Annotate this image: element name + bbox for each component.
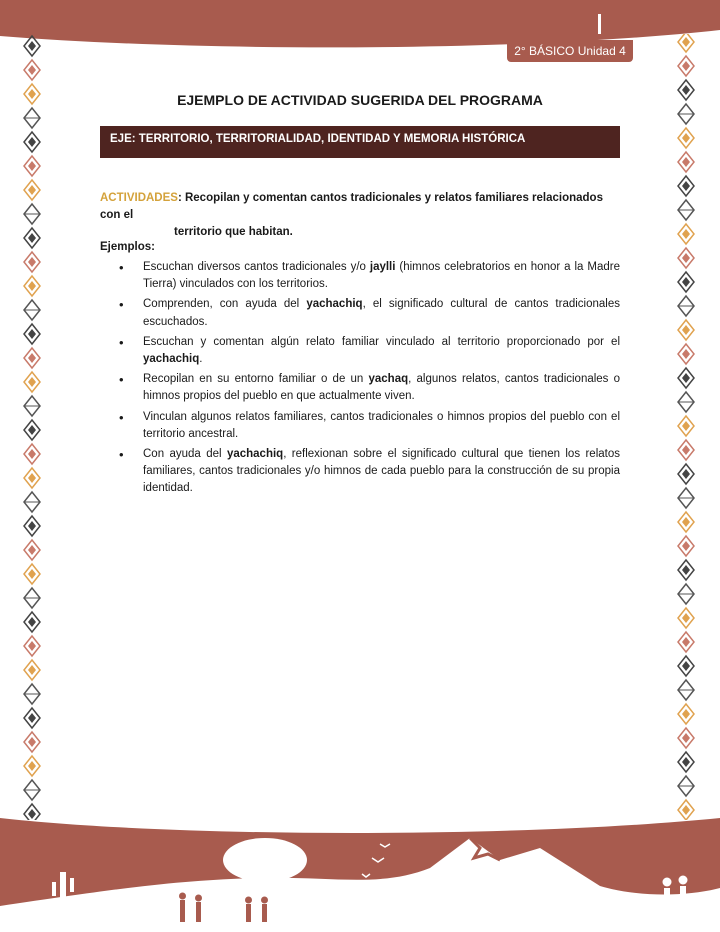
list-item [100,446,620,498]
list-item [100,334,620,368]
item-term: yachachiq [143,353,200,366]
item-text: , el significado cultural de cantos tradicionales escuchados. [143,298,620,328]
eje-bar: EJE: TERRITORIO, TERRITORIALIDAD, IDENTIDAD Y MEMORIA HISTÓRICA [100,126,620,158]
item-term: jaylli [369,261,396,273]
landscape-illustration [0,818,720,932]
list-item [100,259,620,293]
right-decorative-border [676,34,696,820]
item-text: Comprenden, con ayuda del [143,298,307,311]
item-text: . [199,353,203,366]
item-text: Con ayuda del [143,448,227,461]
activities-label: ACTIVIDADES [100,192,178,204]
item-text: Escuchan y comentan algún relato familiar vinculado al territorio proporcionado por el [143,335,620,348]
item-text: (himnos celebratorios en honor a la Madre Tierra) vinculados con los territorios. [143,261,620,291]
activities-block [100,190,620,241]
examples-label: Ejemplos: [100,241,155,253]
list-item [100,409,620,443]
activities-text-line1: Recopilan y comentan cantos tradicionales y relatos familiares relacionados con el [100,192,603,221]
item-text: Escuchan diversos cantos tradicionales y/o [143,261,370,273]
item-text: Vinculan algunos relatos familiares, cantos tradicionales o himnos propios del pueblo con el territorio ancestral. [143,410,620,440]
item-term: yachaq [368,373,409,386]
list-item [100,371,620,405]
item-text: , reflexionan sobre el significado cultural que tienen los relatos familiares, cantos tradicionales y/o himnos de cada pueblo para la construcción de su propia identidad. [143,448,620,495]
header-tick [598,14,601,34]
left-decorative-border [22,34,42,820]
examples-list [100,259,620,501]
activities-colon: : [177,192,185,204]
item-term: yachachiq [306,298,363,311]
item-text: Recopilan en su entorno familiar o de un [143,373,369,386]
grade-badge: 2° BÁSICO Unidad 4 [507,40,633,62]
item-text: , algunos relatos, cantos tradicionales o himnos propios del pueblo en que actualmente viven. [143,373,621,403]
list-item [100,296,620,330]
page-title: EJEMPLO DE ACTIVIDAD SUGERIDA DEL PROGRAMA [177,92,543,108]
item-term: yachachiq [226,448,284,461]
activities-text-line2: territorio que habitan. [174,226,293,238]
